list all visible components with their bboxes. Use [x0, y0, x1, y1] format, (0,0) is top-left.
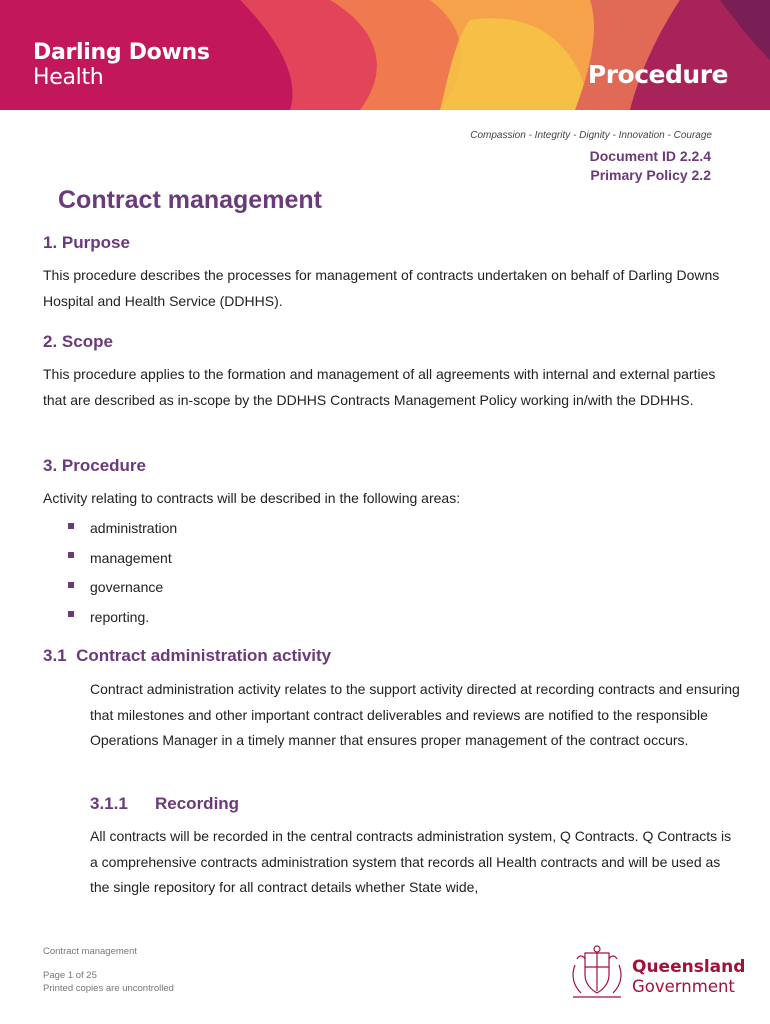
- procedure-bullet-list: [68, 514, 177, 632]
- org-logo-text: [33, 40, 210, 90]
- header-banner: [0, 0, 770, 110]
- procedure-heading: 3. Procedure: [43, 456, 146, 475]
- footer-uncontrolled: Printed copies are uncontrolled: [43, 983, 174, 994]
- qld-government-logo: [632, 958, 745, 996]
- document-id: Document ID 2.2.4: [589, 148, 711, 164]
- recording-heading: Recording: [155, 794, 240, 813]
- scope-heading: 2. Scope: [43, 332, 113, 351]
- recording-text: All contracts will be recorded in the central contracts administration system, Q Contracts. Q Contracts is a comprehensive contracts administration system that records all Health contracts and will be used as the single repository for all contract details whether State wide,: [90, 828, 732, 895]
- bullet-square-icon: [68, 611, 74, 617]
- scope-text: This procedure applies to the formation and management of all agreements with internal and external parties that are described as in-scope by the DDHHS Contracts Management Policy working in/with the DDHHS.: [43, 366, 716, 408]
- page-title: Contract management: [58, 186, 322, 214]
- footer-doc-name: Contract management: [43, 946, 137, 957]
- logo-line2: Government: [632, 977, 735, 996]
- admin-heading: 3.1 Contract administration activity: [43, 646, 332, 665]
- bullet-square-icon: [68, 552, 74, 558]
- bullet-square-icon: [68, 582, 74, 588]
- org-name-line1: Darling Downs: [33, 40, 210, 65]
- list-item: reporting.: [68, 603, 177, 633]
- purpose-text: This procedure describes the processes for management of contracts undertaken on behalf of Darling Downs Hospital and Health Service (DDHHS).: [43, 267, 720, 309]
- list-item: administration: [68, 514, 177, 544]
- admin-text: Contract administration activity relates to the support activity directed at recording contracts and ensuring that milestones and other important contract deliverables and reviews are notified to the responsible Operations Manager in a timely manner that ensures proper management of the contract occurs.: [90, 681, 740, 748]
- logo-line1: Queensland: [632, 957, 746, 977]
- procedure-intro: Activity relating to contracts will be described in the following areas:: [43, 490, 461, 506]
- list-item: management: [68, 544, 177, 574]
- bullet-square-icon: [68, 523, 74, 529]
- org-name-line2: Health: [33, 65, 104, 90]
- doc-type-label: Procedure: [587, 60, 728, 89]
- footer-page-number: Page 1 of 25: [43, 970, 97, 981]
- list-item: governance: [68, 573, 177, 603]
- recording-number: 3.1.1: [90, 794, 128, 813]
- primary-policy: Primary Policy 2.2: [590, 167, 711, 183]
- values-line: Compassion - Integrity - Dignity - Innovation - Courage: [470, 130, 712, 141]
- purpose-heading: 1. Purpose: [43, 233, 130, 252]
- document-meta: [590, 147, 711, 185]
